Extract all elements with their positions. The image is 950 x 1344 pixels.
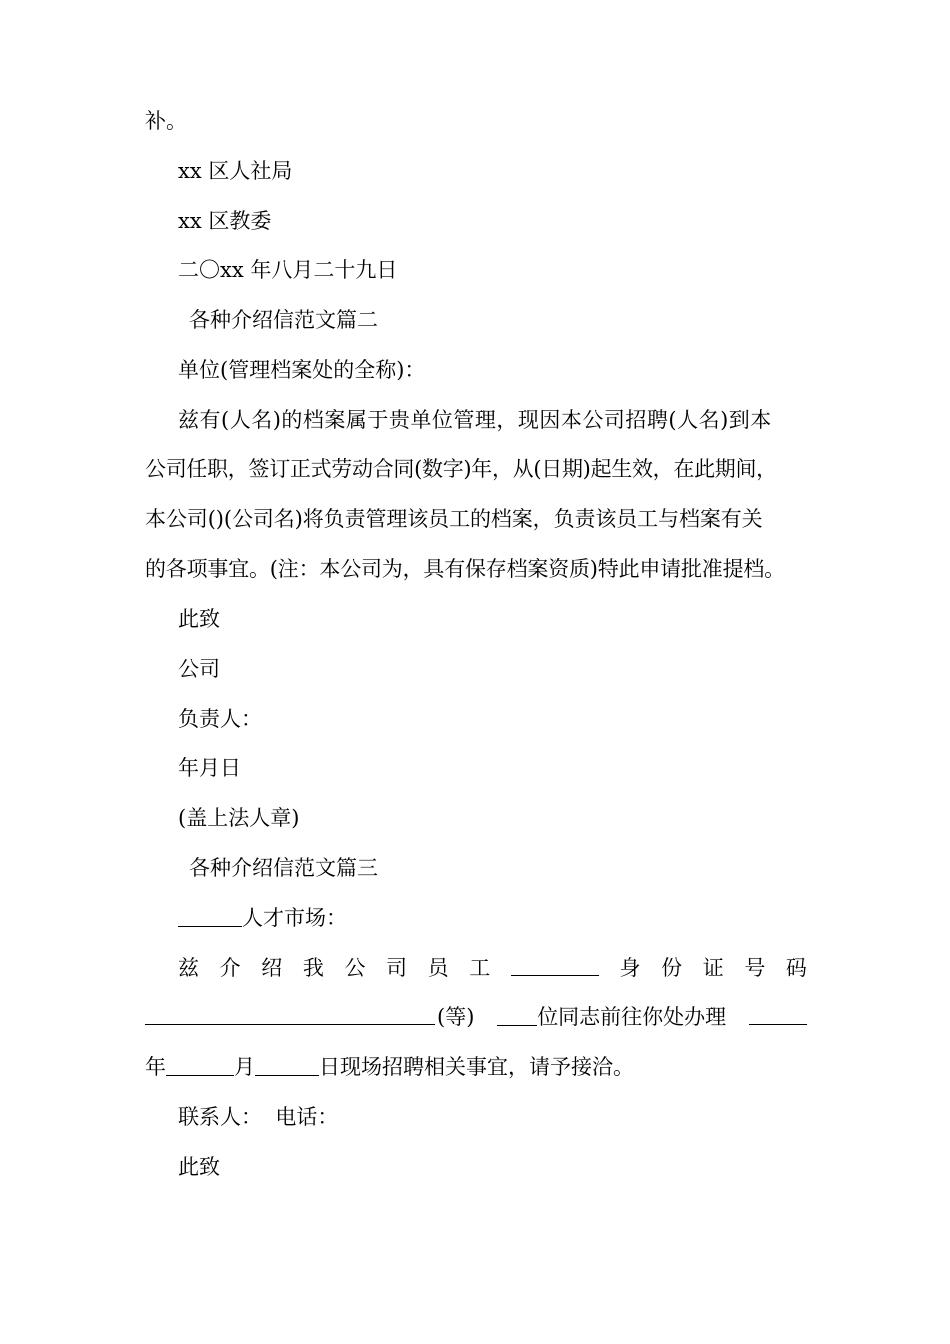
- paragraph-line: 兹有(人名)的档案属于贵单位管理，现因本公司招聘(人名)到本: [178, 408, 772, 432]
- paragraph-line: 兹 介 绍 我 公 司 员 工 身 份 证 号 码: [178, 956, 807, 980]
- blank-field: [497, 1005, 537, 1026]
- paragraph-line: 年 月 日现场招聘相关事宜，请予接洽。: [145, 1055, 634, 1079]
- blank-field: [749, 1004, 807, 1025]
- paragraph-line: (等) 位同志前往你处办理: [145, 1002, 807, 1032]
- blank-field: [166, 1055, 234, 1076]
- section-heading: 各种介绍信范文篇三: [189, 856, 378, 880]
- section-heading: 各种介绍信范文篇二: [189, 308, 378, 332]
- text-line: 补。: [145, 109, 187, 133]
- blank-field: [145, 1004, 435, 1025]
- recipient-line: xx 区人社局: [178, 159, 293, 183]
- signature-date: 年月日: [178, 756, 241, 780]
- contact-line: 联系人： 电话：: [178, 1105, 339, 1129]
- salutation-line: 单位(管理档案处的全称)：: [178, 358, 426, 382]
- paragraph-line: 本公司()(公司名)将负责管理该员工的档案，负责该员工与档案有关: [145, 507, 763, 531]
- signature-person: 负责人：: [178, 707, 262, 731]
- seal-note: (盖上法人章): [178, 806, 300, 830]
- closing-line: 此致: [178, 1155, 220, 1179]
- recipient-line: xx 区教委: [178, 209, 272, 233]
- date-line: 二〇xx 年八月二十九日: [178, 258, 398, 282]
- blank-field: [511, 955, 599, 976]
- paragraph-line: 公司任职，签订正式劳动合同(数字)年，从(日期)起生效，在此期间，: [145, 457, 777, 481]
- blank-field: [178, 906, 242, 927]
- blank-field: [255, 1055, 319, 1076]
- closing-line: 此致: [178, 607, 220, 631]
- signature-company: 公司: [178, 657, 220, 681]
- paragraph-line: 的各项事宜。(注：本公司为，具有保存档案资质)特此申请批准提档。: [145, 557, 785, 581]
- salutation-line: 人才市场：: [178, 903, 807, 933]
